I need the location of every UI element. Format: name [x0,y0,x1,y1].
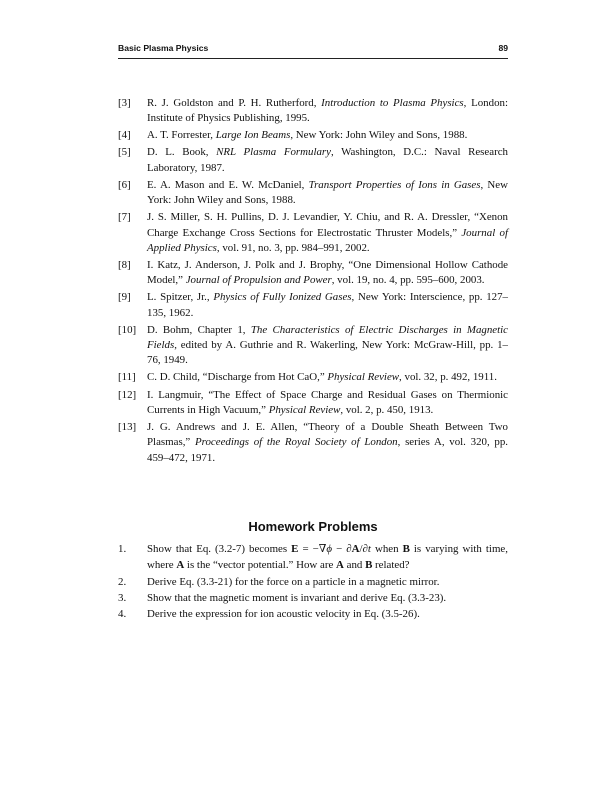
homework-problem [118,574,508,590]
reference-item-number: [5] [118,146,131,159]
homework-problem-text: t [367,543,371,555]
homework-problem [118,606,508,622]
homework-problem-text: /∂ [359,543,368,555]
reference-item [118,323,508,369]
reference-item-text: The Characteristics of Electric Discharges in Magnetic Fields [147,323,508,352]
running-title: Basic Plasma Physics [118,43,209,53]
homework-problem-list [118,541,508,622]
reference-item-text: , vol. 2, p. 450, 1913. [340,403,434,416]
homework-problem-text: when [370,543,403,555]
homework-heading: Homework Problems [248,519,378,534]
reference-item-text: , New York: John Wiley and Sons, 1988. [147,178,508,207]
reference-item-text: Journal of Propulsion and Power [185,274,332,287]
reference-item-text: L. Spitzer, Jr., [147,291,214,304]
reference-item-text: D. Bohm, Chapter 1, [147,323,251,336]
reference-item-text: D. L. Book, [147,146,217,159]
reference-item-number: [8] [118,258,131,271]
homework-problem-text: E [291,543,299,555]
page-number: 89 [498,43,508,53]
homework-problem-text: A [336,559,344,572]
reference-item [118,210,508,256]
reference-item-text: R. J. Goldston and P. H. Rutherford, [147,97,322,109]
homework-problem-number: 1. [118,543,127,555]
reference-item [118,290,508,321]
reference-item-text: J. G. Andrews and J. E. Allen, “Theory of a Double Sheath Between Two Plasmas,” [147,420,508,449]
reference-item-text: , Washington, D.C.: Naval Research Laboratory, 1987. [147,146,508,174]
homework-problem-text: and [343,559,366,572]
reference-item-number: [10] [118,323,137,336]
homework-problem-text: = −∇ [298,543,327,555]
reference-item [118,145,508,176]
reference-item-number: [7] [118,211,131,224]
reference-item-text: E. A. Mason and E. W. McDaniel, [147,178,309,191]
reference-item-text: Journal of Applied Physics [147,226,508,254]
homework-problem [118,541,508,574]
reference-item-number: [12] [118,388,137,401]
reference-item [118,258,508,289]
reference-item-number: [3] [118,97,131,109]
reference-item-text: Transport Properties of Ions in Gases [308,178,481,191]
reference-item [118,420,508,466]
reference-item-text: I. Katz, J. Anderson, J. Polk and J. Brophy, “One Dimensional Hollow Cathode Model,” [147,258,508,287]
reference-item-number: [6] [118,178,131,191]
reference-item-text: Physical Review [327,371,400,384]
reference-item-text: I. Langmuir, “The Effect of Space Charge and Residual Gases on Thermionic Currents in High Vacuum,” [147,388,508,416]
reference-item-number: [9] [118,291,131,304]
homework-problem-text: Derive Eq. (3.3-21) for the force on a particle in a magnetic mirror. [147,575,440,588]
homework-problem-number: 3. [118,591,127,604]
reference-item [118,128,508,143]
homework-problem-text: ϕ [326,543,333,555]
homework-problem-text: A [351,543,360,555]
reference-item-text: Physics of Fully Ionized Gases [213,291,352,304]
reference-item-text: Large Ion Beams [215,129,291,142]
homework-problem-text: A [176,559,185,572]
running-header [118,43,508,53]
homework-problem-text: Derive the expression for ion acoustic velocity in Eq. (3.5-26). [147,608,420,621]
reference-item-text: Introduction to Plasma Physics [321,97,464,109]
reference-item-text: , edited by A. Guthrie and R. Wakerling, New York: McGraw-Hill, pp. 1–76, 1949. [147,339,508,367]
reference-item-text: NRL Plasma Formulary [216,146,332,159]
homework-problem-number: 2. [118,575,127,588]
homework-problem-text: Show that the magnetic moment is invariant and derive Eq. (3.3-23). [147,591,447,604]
reference-item [118,178,508,209]
homework-problem-text: related? [372,559,410,572]
reference-item-text: , vol. 19, no. 4, pp. 595–600, 2003. [331,274,485,287]
header-rule [118,58,508,59]
reference-item-text: , vol. 32, p. 492, 1911. [399,371,497,384]
homework-problem-text: is varying with time, where [147,543,508,572]
homework-problem [118,590,508,606]
reference-item-text: , New York: John Wiley and Sons, 1988. [290,129,468,142]
reference-item-text: , London: Institute of Physics Publishing, 1995. [147,97,508,125]
reference-item-number: [13] [118,420,137,433]
reference-item-text: C. D. Child, “Discharge from Hot CaO,” [147,371,328,384]
reference-item [118,388,508,419]
homework-problem-text: B [365,559,373,572]
reference-item-text: , series A, vol. 320, pp. 459–472, 1971. [147,436,508,464]
reference-item [118,96,508,127]
reference-item-number: [4] [118,129,131,142]
homework-problem-text: B [402,543,410,555]
reference-item-number: [11] [118,371,136,384]
reference-item-text: Proceedings of the Royal Society of London [194,436,398,449]
reference-item-text: , New York: Interscience, pp. 127–135, 1962. [147,291,508,319]
reference-list [118,96,508,468]
reference-item-text: Physical Review [268,403,341,416]
reference-item-text: J. S. Miller, S. H. Pullins, D. J. Levandier, Y. Chiu, and R. A. Dressler, “Xenon Charge Exchange Cross Sections for Electrostatic Thruster Models,” [147,211,508,239]
reference-item-text: , vol. 91, no. 3, pp. 984–991, 2002. [216,241,370,254]
homework-problem-number: 4. [118,608,127,621]
homework-problem-text: Show that Eq. (3.2-7) becomes [147,543,292,555]
reference-item [118,370,508,385]
homework-problem-text: − ∂ [332,543,352,555]
homework-problem-text: is the “vector potential.” How are [184,559,337,572]
reference-item-text: A. T. Forrester, [147,129,216,142]
